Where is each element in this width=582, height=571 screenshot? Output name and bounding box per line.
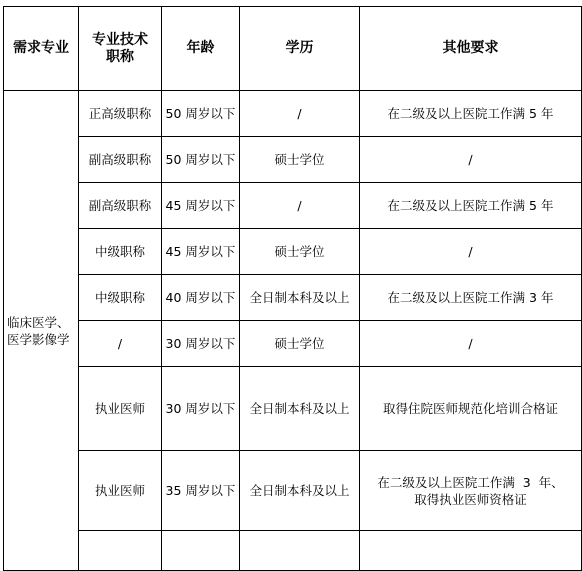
table-row	[4, 367, 582, 451]
age-cell: 30 周岁以下	[162, 321, 240, 367]
empty-cell	[240, 531, 360, 571]
age-cell: 50 周岁以下	[162, 91, 240, 137]
title-cell: 中级职称	[79, 275, 162, 321]
age-cell: 45 周岁以下	[162, 183, 240, 229]
other-cell: /	[360, 137, 582, 183]
table-row-partial	[4, 531, 582, 571]
empty-cell	[360, 531, 582, 571]
header-title	[79, 7, 162, 91]
education-cell: 硕士学位	[240, 229, 360, 275]
title-cell: 执业医师	[79, 367, 162, 451]
age-cell: 35 周岁以下	[162, 451, 240, 531]
table-row	[4, 229, 582, 275]
other-cell	[360, 451, 582, 531]
title-cell: /	[79, 321, 162, 367]
other-cell: 在二级及以上医院工作满 5 年	[360, 91, 582, 137]
table-row	[4, 183, 582, 229]
major-line1: 临床医学、	[7, 314, 70, 330]
table-row	[4, 451, 582, 531]
title-cell: 执业医师	[79, 451, 162, 531]
major-line2: 医学影像学	[7, 331, 70, 347]
age-cell: 50 周岁以下	[162, 137, 240, 183]
requirements-table	[3, 6, 582, 571]
other-cell: /	[360, 321, 582, 367]
table-row	[4, 137, 582, 183]
age-cell: 40 周岁以下	[162, 275, 240, 321]
education-cell: 全日制本科及以上	[240, 451, 360, 531]
other-line2: 取得执业医师资格证	[414, 491, 527, 507]
title-cell: 副高级职称	[79, 183, 162, 229]
empty-cell	[79, 531, 162, 571]
education-cell: 硕士学位	[240, 321, 360, 367]
header-age: 年龄	[162, 7, 240, 91]
education-cell: /	[240, 91, 360, 137]
other-cell: 在二级及以上医院工作满 5 年	[360, 183, 582, 229]
other-line1: 在二级及以上医院工作满 3 年、	[377, 474, 564, 490]
title-cell: 中级职称	[79, 229, 162, 275]
header-education: 学历	[240, 7, 360, 91]
table-row	[4, 321, 582, 367]
header-title-line2: 职称	[106, 48, 134, 65]
table-row	[4, 91, 582, 137]
age-cell: 45 周岁以下	[162, 229, 240, 275]
other-cell: /	[360, 229, 582, 275]
title-cell: 正高级职称	[79, 91, 162, 137]
other-cell: 在二级及以上医院工作满 3 年	[360, 275, 582, 321]
education-cell: /	[240, 183, 360, 229]
major-cell	[4, 91, 79, 571]
education-cell: 全日制本科及以上	[240, 367, 360, 451]
age-cell: 30 周岁以下	[162, 367, 240, 451]
other-cell: 取得住院医师规范化培训合格证	[360, 367, 582, 451]
education-cell: 硕士学位	[240, 137, 360, 183]
header-major: 需求专业	[4, 7, 79, 91]
education-cell: 全日制本科及以上	[240, 275, 360, 321]
header-row	[4, 7, 582, 91]
header-other: 其他要求	[360, 7, 582, 91]
table-row	[4, 275, 582, 321]
title-cell: 副高级职称	[79, 137, 162, 183]
empty-cell	[162, 531, 240, 571]
header-title-line1: 专业技术	[92, 31, 148, 48]
